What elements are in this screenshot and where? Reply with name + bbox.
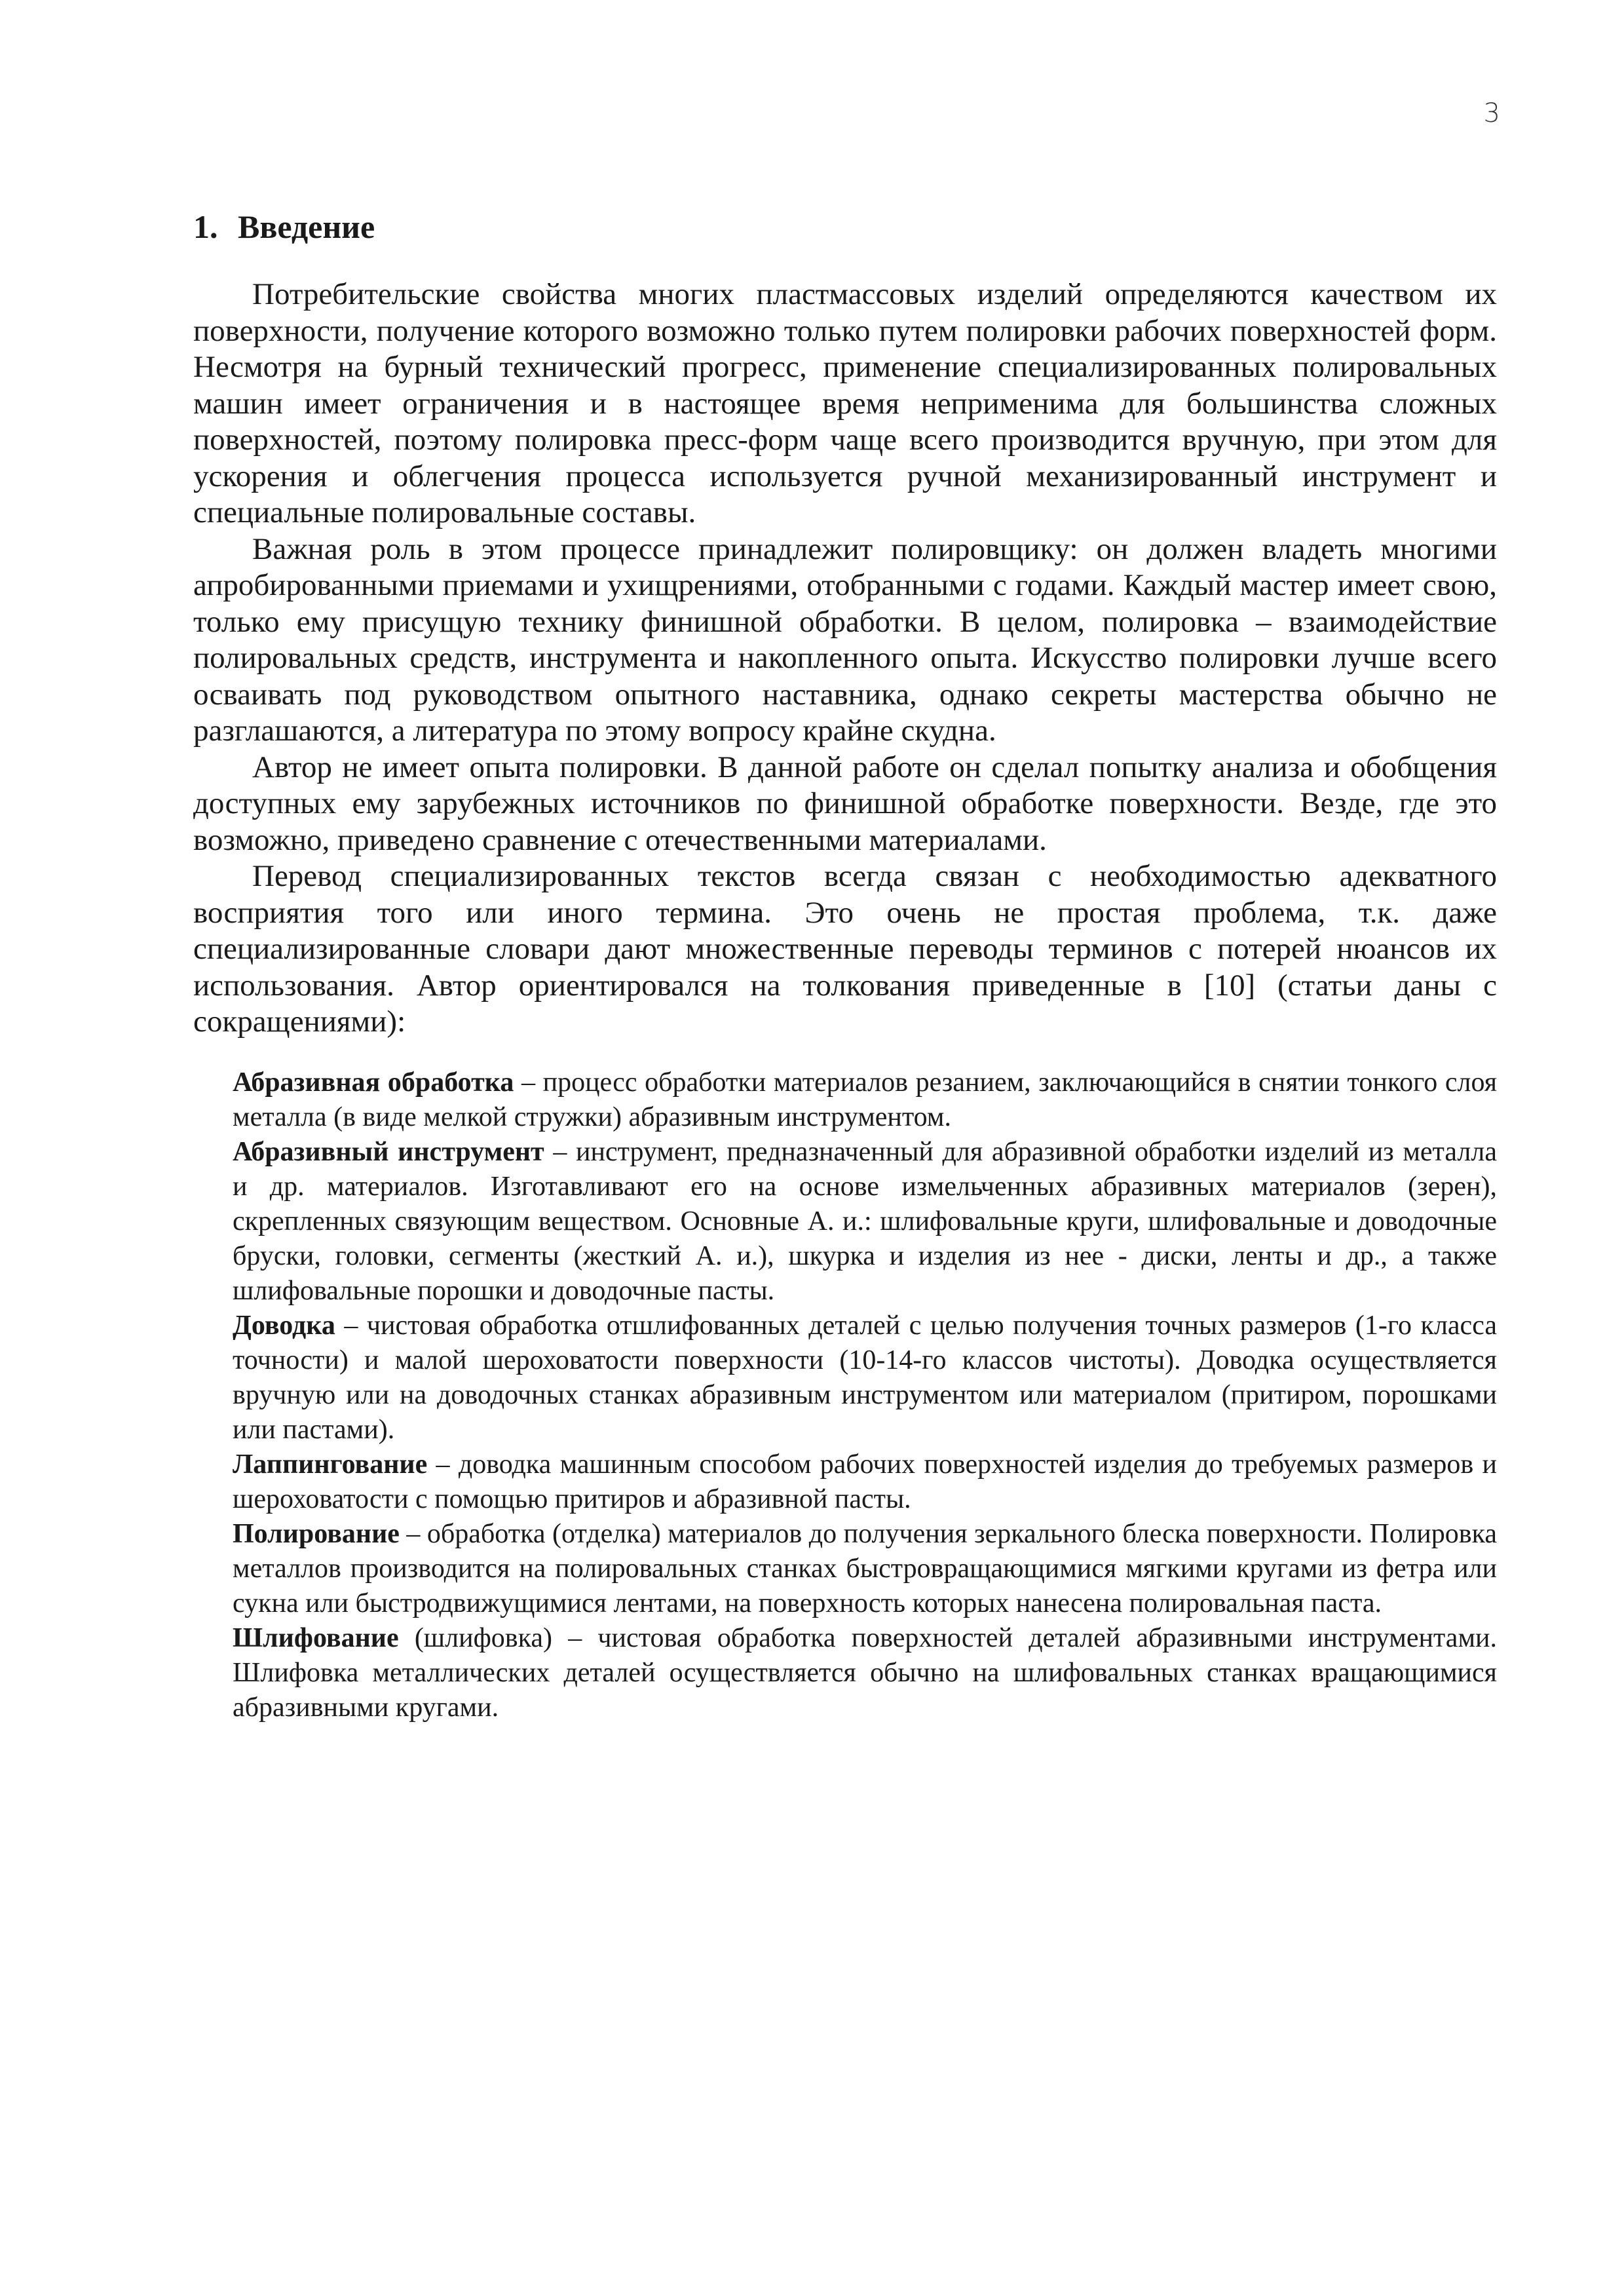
- glossary-term: Полирование: [233, 1518, 400, 1549]
- section-heading: [193, 206, 1497, 247]
- glossary-definition: – инструмент, предназначенный для абразивной обработки изделий из металла и др. материалов. Изготавливают его на основе измельченных абразивных материалов (зерен), скрепленных связующим веществом. Основные А. и.: шлифовальные круги, шлифовальные и доводочные бруски, головки, сегменты (жесткий А. и.), шкурка и изделия из нее - диски, ленты и др., а также шлифовальные порошки и доводочные пасты.: [233, 1136, 1497, 1306]
- paragraph-2: Важная роль в этом процессе принадлежит полировщику: он должен владеть многими апробированными приемами и ухищрениями, отобранными с годами. Каждый мастер имеет свою, только ему присущую технику финишной обработки. В целом, полировка – взаимодействие полировальных средств, инструмента и накопленного опыта. Искусство полировки лучше всего осваивать под руководством опытного наставника, однако секреты мастерства обычно не разглашаются, а литература по этому вопросу крайне скудна.: [193, 531, 1497, 748]
- glossary-term: Доводка: [233, 1310, 335, 1341]
- paragraph-3: Автор не имеет опыта полировки. В данной работе он сделал попытку анализа и обобщения доступных ему зарубежных источников по финишной обработке поверхности. Везде, где это возможно, приведено сравнение с отечественными материалами.: [193, 750, 1497, 857]
- glossary-entry: [233, 1309, 1497, 1447]
- document-body: [193, 206, 1497, 1725]
- page-number: 3: [1483, 98, 1500, 128]
- glossary-entry: [233, 1065, 1497, 1135]
- glossary-entry: [233, 1517, 1497, 1621]
- section-title: Введение: [238, 208, 375, 245]
- glossary-entry: [233, 1447, 1497, 1517]
- glossary-entry: [233, 1621, 1497, 1725]
- glossary-term: Абразивный инструмент: [233, 1136, 544, 1167]
- paragraph-4: Перевод специализированных текстов всегда связан с необходимостью адекватного восприятия того или иного термина. Это очень не простая проблема, т.к. даже специализированные словари дают множественные переводы терминов с потерей нюансов их использования. Автор ориентировался на толкования приведенные в [10] (статьи даны с сокращениями):: [193, 859, 1497, 1039]
- glossary-definition: (шлифовка) – чистовая обработка поверхностей деталей абразивными инструментами. Шлифовка металлических деталей осуществляется обычно на шлифовальных станках вращающимися абразивными кругами.: [233, 1622, 1497, 1723]
- glossary: [233, 1065, 1497, 1725]
- glossary-definition: – чистовая обработка отшлифованных деталей с целью получения точных размеров (1-го класса точности) и малой шероховатости поверхности (10-14-го классов чистоты). Доводка осуществляется вручную или на доводочных станках абразивным инструментом или материалом (притиром, порошками или пастами).: [233, 1310, 1497, 1445]
- glossary-definition: – обработка (отделка) материалов до получения зеркального блеска поверхности. Полировка металлов производится на полировальных станках быстровращающимися мягкими кругами из фетра или сукна или быстродвижущимися лентами, на поверхность которых нанесена полировальная паста.: [233, 1518, 1497, 1618]
- section-number: 1.: [193, 208, 218, 245]
- glossary-term: Шлифование: [233, 1622, 399, 1653]
- glossary-definition: – доводка машинным способом рабочих поверхностей изделия до требуемых размеров и шероховатости с помощью притиров и абразивной пасты.: [233, 1449, 1497, 1514]
- glossary-term: Лаппингование: [233, 1449, 428, 1480]
- glossary-entry: [233, 1135, 1497, 1309]
- glossary-definition: – процесс обработки материалов резанием, заключающийся в снятии тонкого слоя металла (в виде мелкой стружки) абразивным инструментом.: [233, 1067, 1498, 1132]
- paragraph-1: Потребительские свойства многих пластмассовых изделий определяются качеством их поверхности, получение которого возможно только путем полировки рабочих поверхностей форм. Несмотря на бурный технический прогресс, применение специализированных полировальных машин имеет ограничения и в настоящее время неприменима для большинства сложных поверхностей, поэтому полировка пресс-форм чаще всего производится вручную, при этом для ускорения и облегчения процесса используется ручной механизированный инструмент и специальные полировальные составы.: [193, 277, 1497, 529]
- glossary-term: Абразивная обработка: [233, 1067, 514, 1098]
